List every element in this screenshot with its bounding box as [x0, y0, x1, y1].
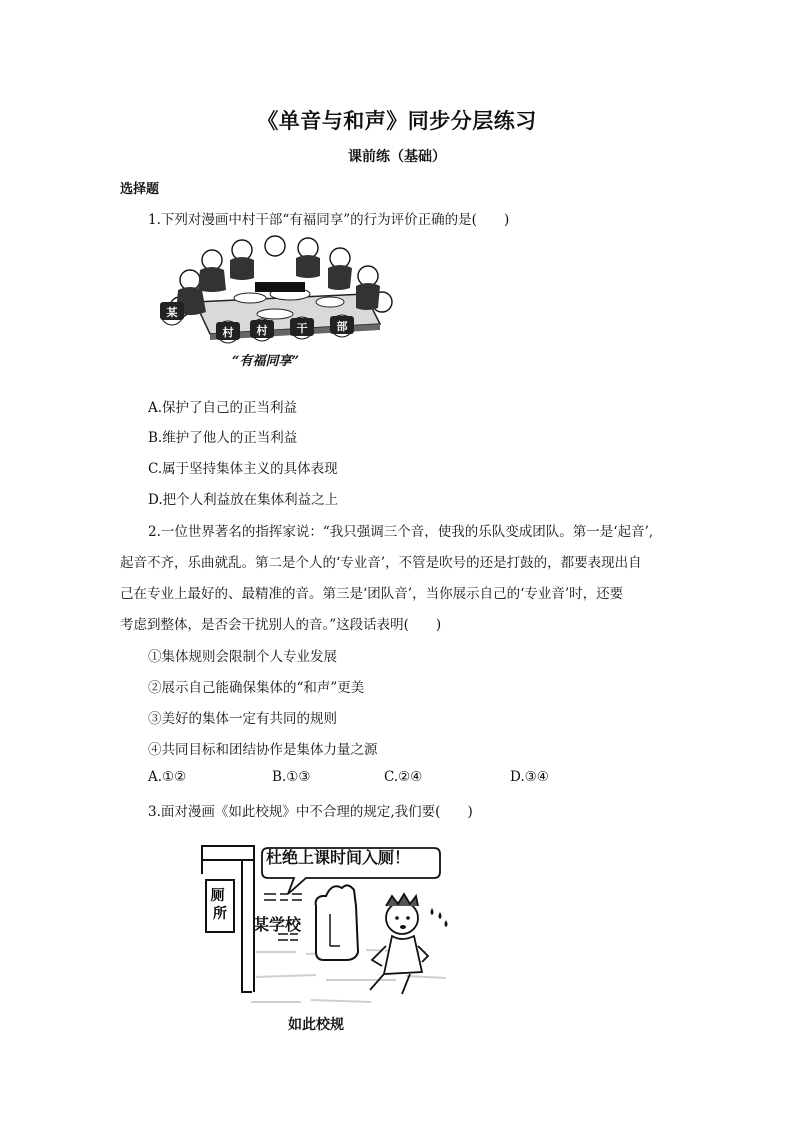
q2-option-b: B.①③: [272, 769, 311, 785]
q2-option-d: D.③④: [510, 769, 549, 785]
q2-line-2: 起音不齐，乐曲就乱。第二是个人的‘专业音’，不管是吹号的还是打鼓的，都要表现出自: [120, 555, 642, 571]
q2-statement-1: ①集体规则会限制个人专业发展: [148, 649, 337, 665]
q3-stem: 3.面对漫画《如此校规》中不合理的规定,我们要( ): [148, 804, 473, 820]
cartoon-label-4: 干: [296, 322, 308, 335]
q2-option-c: C.②④: [384, 769, 423, 785]
q2-line-1: 2.一位世界著名的指挥家说：“我只强调三个音，使我的乐队变成团队。第一是‘起音’,: [148, 524, 654, 540]
cartoon-school-sign: 某学校: [253, 915, 302, 934]
cartoon-speech-bubble: 杜绝上课时间入厕！: [266, 848, 411, 867]
page-title: 《单音与和声》同步分层练习: [257, 108, 537, 133]
q2-line-3: 己在专业上最好的、最精准的音。第三是‘团队音’，当你展示自己的‘专业音’时，还要: [120, 586, 624, 602]
cartoon-label-5: 部: [336, 320, 348, 333]
q2-line-4: 考虑到整体，是否会干扰别人的音。”这段话表明( ): [120, 617, 442, 633]
q1-stem: 1.下列对漫画中村干部“有福同享”的行为评价正确的是( ): [148, 212, 510, 228]
q2-option-a: A.①②: [148, 769, 187, 785]
page-subtitle: 课前练（基础）: [348, 149, 446, 165]
q1-option-c: C.属于坚持集体主义的具体表现: [148, 461, 338, 477]
q1-option-a: A.保护了自己的正当利益: [148, 400, 298, 416]
cartoon-label-3: 村: [256, 324, 268, 337]
q2-statement-2: ②展示自己能确保集体的“和声”更美: [148, 680, 365, 696]
q1-option-b: B.维护了他人的正当利益: [148, 430, 298, 446]
q3-cartoon-caption: 如此校规: [288, 1017, 344, 1033]
section-heading: 选择题: [120, 182, 160, 197]
q1-option-d: D.把个人利益放在集体利益之上: [148, 492, 339, 508]
q1-cartoon-caption: “有福同享”: [232, 354, 299, 369]
q2-statement-3: ③美好的集体一定有共同的规则: [148, 711, 337, 727]
cartoon-door-sign: 厕 所: [210, 888, 227, 922]
q2-statement-4: ④共同目标和团结协作是集体力量之源: [148, 742, 378, 758]
cartoon-label-2: 村: [222, 326, 234, 339]
cartoon-label-1: 某: [166, 306, 178, 319]
